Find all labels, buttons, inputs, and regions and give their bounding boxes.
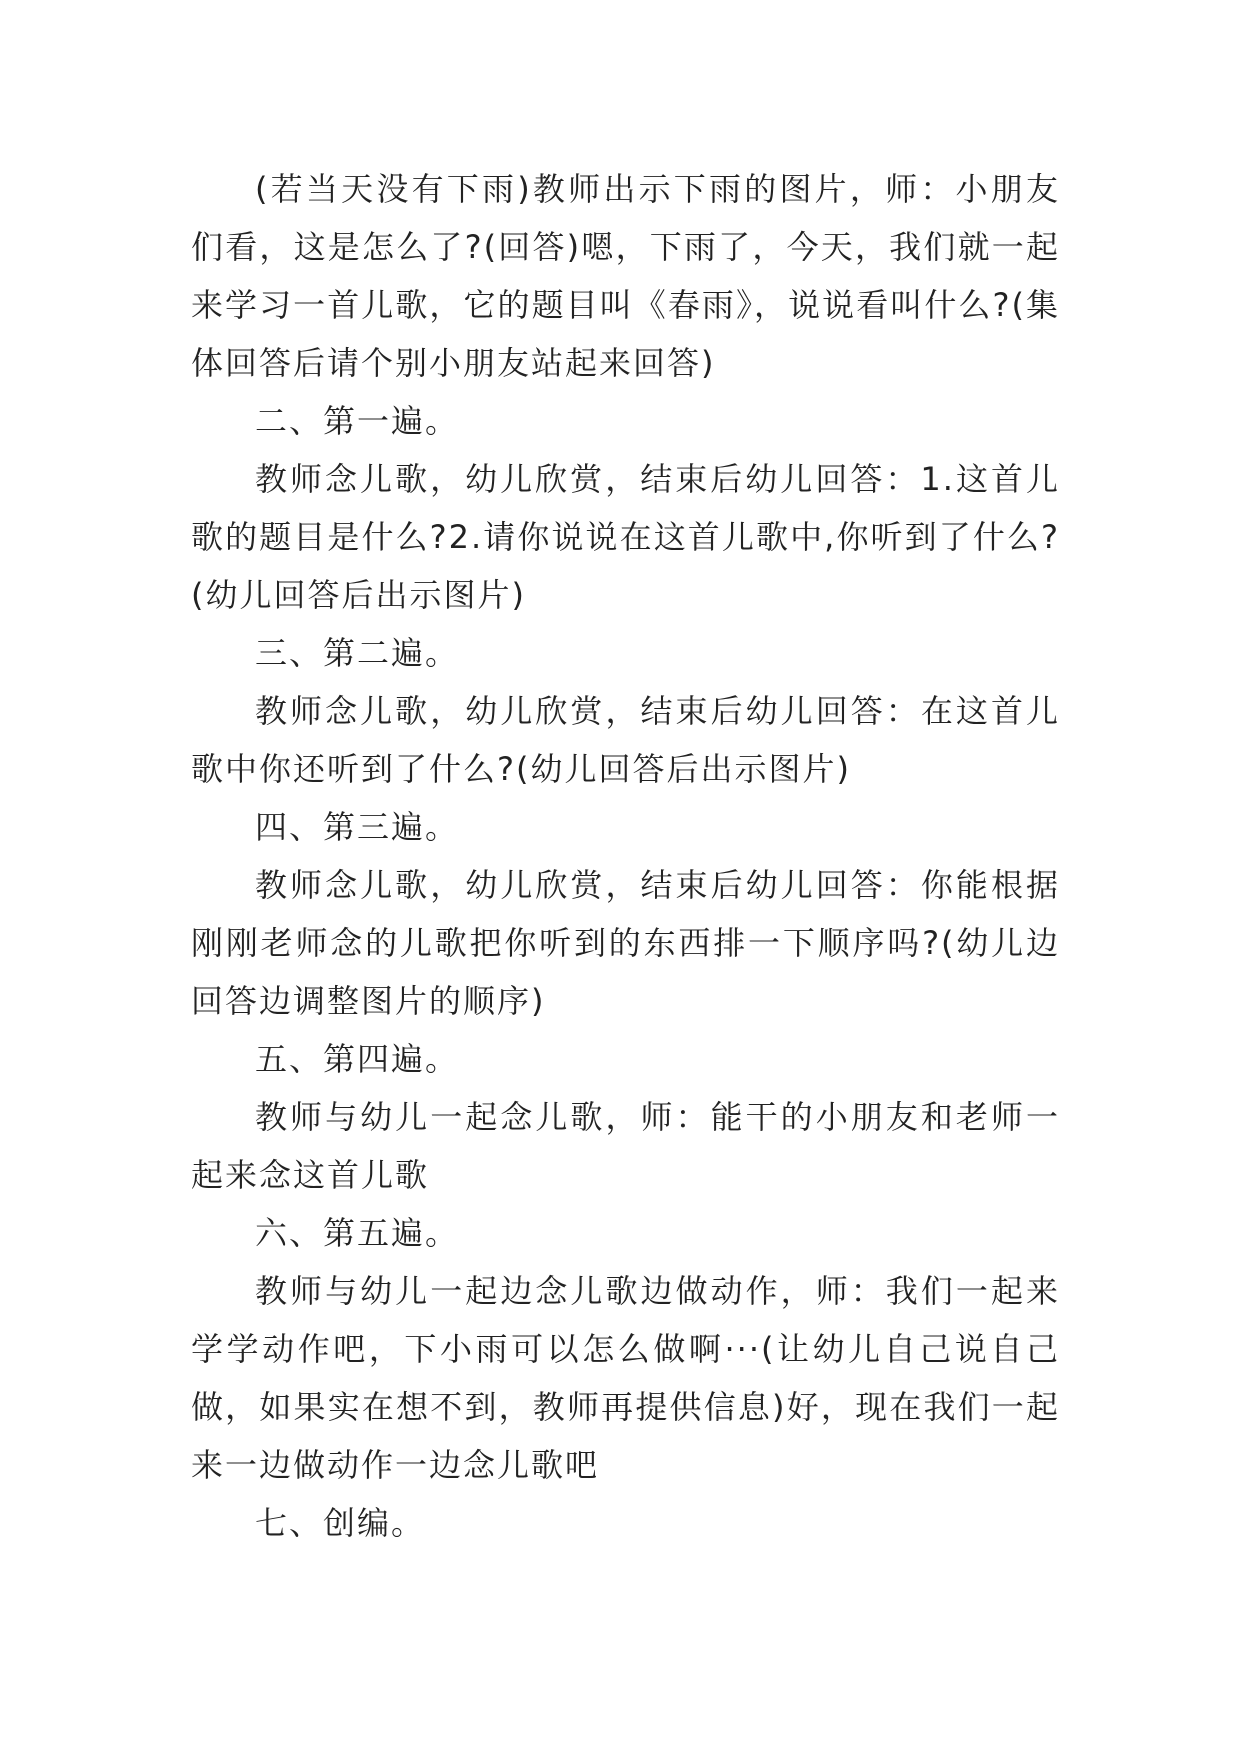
section-heading-6: 六、第五遍。 — [255, 1214, 460, 1252]
paragraph-third-reading: 教师念儿歌，幼儿欣赏，结束后幼儿回答：你能根据刚刚老师念的儿歌把你听到的东西排一下顺序吗?(幼儿边回答边调整图片的顺序) — [191, 866, 1060, 1020]
section-heading-4: 四、第三遍。 — [255, 808, 460, 846]
paragraph-fourth-reading: 教师与幼儿一起念儿歌，师：能干的小朋友和老师一起来念这首儿歌 — [191, 1098, 1060, 1194]
section-heading-2: 二、第一遍。 — [255, 402, 460, 440]
section-heading-3: 三、第二遍。 — [255, 634, 460, 672]
section-heading-7: 七、创编。 — [255, 1504, 426, 1542]
paragraph-fifth-reading: 教师与幼儿一起边念儿歌边做动作，师：我们一起来学学动作吧，下小雨可以怎么做啊···(让幼儿自己说自己做，如果实在想不到，教师再提供信息)好，现在我们一起来一边做动作一边念儿歌吧 — [191, 1272, 1060, 1484]
paragraph-second-reading: 教师念儿歌，幼儿欣赏，结束后幼儿回答：在这首儿歌中你还听到了什么?(幼儿回答后出示图片) — [191, 692, 1060, 788]
section-heading-5: 五、第四遍。 — [255, 1040, 460, 1078]
paragraph-intro: (若当天没有下雨)教师出示下雨的图片，师：小朋友们看，这是怎么了?(回答)嗯，下雨了，今天，我们就一起来学习一首儿歌，它的题目叫《春雨》，说说看叫什么?(集体回答后请个别小朋友站起来回答) — [191, 170, 1060, 382]
document-body — [191, 160, 1060, 1552]
paragraph-first-reading: 教师念儿歌，幼儿欣赏，结束后幼儿回答：1.这首儿歌的题目是什么?2.请你说说在这首儿歌中,你听到了什么?(幼儿回答后出示图片) — [191, 460, 1060, 614]
